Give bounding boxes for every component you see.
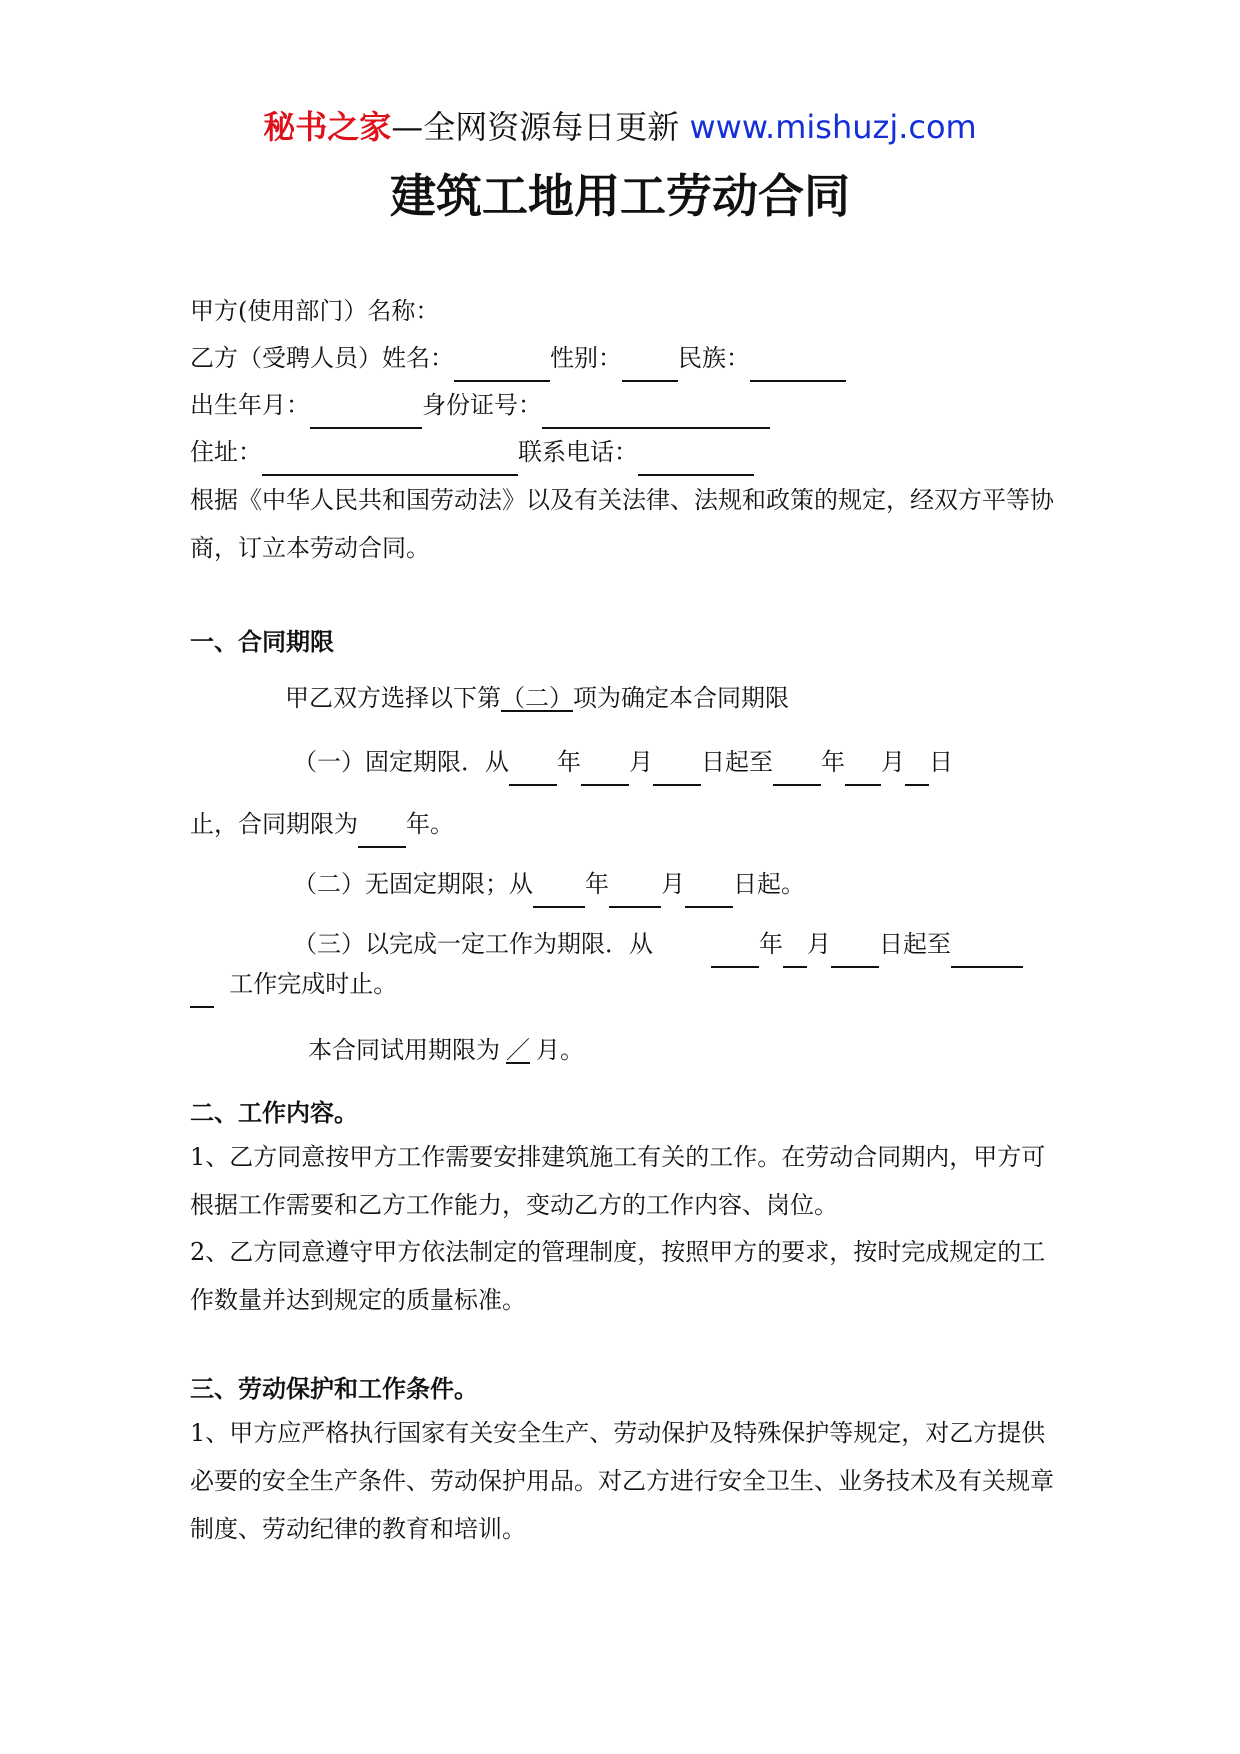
unit-year: 年 [759, 930, 783, 958]
intro-paragraph: 根据《中华人民共和国劳动法》以及有关法律、法规和政策的规定，经双方平等协商，订立本劳动合同。 [190, 486, 1054, 562]
ethnicity-label: 民族： [678, 344, 750, 372]
section2-paragraph-1: 1、乙方同意按甲方工作需要安排建筑施工有关的工作。在劳动合同期内，甲方可根据工作需要和乙方工作能力，变动乙方的工作内容、岗位。 [190, 1143, 1046, 1219]
option-task-line-cont [190, 960, 397, 1008]
unit-year: 年 [585, 870, 609, 898]
option-indefinite-label: （二）无固定期限；从 [293, 870, 533, 898]
unit-year: 年 [821, 748, 845, 776]
section2-heading: 二、工作内容。 [190, 1099, 358, 1127]
unit-month: 月 [661, 870, 685, 898]
task-end-text: 工作完成时止。 [229, 970, 398, 998]
site-header [0, 102, 1240, 148]
party-a-label: 甲方(使用部门）名称： [190, 297, 440, 325]
birth-id-line [190, 381, 770, 429]
term-choice-line [285, 674, 789, 722]
section3-paragraph-1: 1、甲方应严格执行国家有关安全生产、劳动保护及特殊保护等规定，对乙方提供必要的安全生产条件、劳动保护用品。对乙方进行安全卫生、业务技术及有关规章制度、劳动纪律的教育和培训。 [190, 1419, 1054, 1543]
fixed-start-to: 日起至 [701, 748, 773, 776]
site-url-link[interactable]: www.mishuzj.com [689, 108, 977, 146]
fixed-term-years-blank[interactable] [358, 818, 406, 848]
task-day-blank[interactable] [831, 938, 879, 968]
birth-blank[interactable] [310, 399, 422, 429]
option-task-label: （三）以完成一定工作为期限．从 [293, 930, 653, 958]
fixed-start-day-blank[interactable] [653, 756, 701, 786]
indefinite-day-blank[interactable] [685, 878, 733, 908]
option-task-line [293, 920, 1023, 968]
fixed-end-year-blank[interactable] [773, 756, 821, 786]
ethnicity-blank[interactable] [750, 352, 846, 382]
probation-line [308, 1026, 584, 1074]
gender-label: 性别： [550, 344, 622, 372]
probation-unit: 月。 [536, 1036, 584, 1064]
name-blank[interactable] [454, 352, 550, 382]
address-phone-line [190, 428, 754, 476]
phone-blank[interactable] [638, 446, 754, 476]
fixed-end-month-blank[interactable] [845, 756, 881, 786]
id-number-label: 身份证号： [422, 391, 542, 419]
term-choice-suffix: 项为确定本合同期限 [573, 684, 789, 712]
phone-label: 联系电话： [518, 438, 638, 466]
party-b-name-label: 乙方（受聘人员）姓名： [190, 344, 454, 372]
address-blank[interactable] [262, 446, 518, 476]
probation-label: 本合同试用期限为 [308, 1036, 500, 1064]
term-choice-prefix: 甲乙双方选择以下第 [285, 684, 501, 712]
fixed-start-month-blank[interactable] [581, 756, 629, 786]
probation-value[interactable]: ／ [506, 1036, 530, 1064]
party-b-line [190, 334, 846, 382]
address-label: 住址： [190, 438, 262, 466]
option-indefinite-line [293, 860, 805, 908]
fixed-term-length-label: 止，合同期限为 [190, 810, 358, 838]
fixed-end-day-blank[interactable] [905, 756, 929, 786]
option-fixed-line-cont [190, 800, 454, 848]
party-a-line [190, 287, 439, 335]
header-tagline: 全网资源每日更新 [423, 108, 680, 146]
task-end-blank-cont[interactable] [190, 978, 214, 1008]
birth-label: 出生年月： [190, 391, 310, 419]
fixed-term-years-unit: 年。 [406, 810, 454, 838]
unit-year: 年 [557, 748, 581, 776]
unit-month: 月 [881, 748, 905, 776]
fixed-start-year-blank[interactable] [509, 756, 557, 786]
gender-blank[interactable] [622, 352, 678, 382]
indefinite-start: 日起。 [733, 870, 805, 898]
header-dash: — [391, 108, 424, 146]
document-title: 建筑工地用工劳动合同 [390, 169, 850, 223]
term-choice-value[interactable]: （二） [501, 684, 573, 712]
option-fixed-line [293, 738, 953, 786]
section1-heading: 一、合同期限 [190, 628, 334, 656]
brand-name: 秘书之家 [263, 108, 392, 146]
task-month-blank[interactable] [783, 938, 807, 968]
section2-paragraph-2: 2、乙方同意遵守甲方依法制定的管理制度，按照甲方的要求，按时完成规定的工作数量并达到规定的质量标准。 [190, 1238, 1046, 1314]
task-end-blank[interactable] [951, 938, 1023, 968]
unit-month: 月 [807, 930, 831, 958]
section3-heading: 三、劳动保护和工作条件。 [190, 1375, 478, 1403]
unit-day: 日 [929, 748, 953, 776]
unit-month: 月 [629, 748, 653, 776]
id-number-blank[interactable] [542, 399, 770, 429]
indefinite-year-blank[interactable] [533, 878, 585, 908]
task-year-blank[interactable] [711, 938, 759, 968]
option-fixed-label: （一）固定期限．从 [293, 748, 509, 776]
task-start-to: 日起至 [879, 930, 951, 958]
indefinite-month-blank[interactable] [609, 878, 661, 908]
